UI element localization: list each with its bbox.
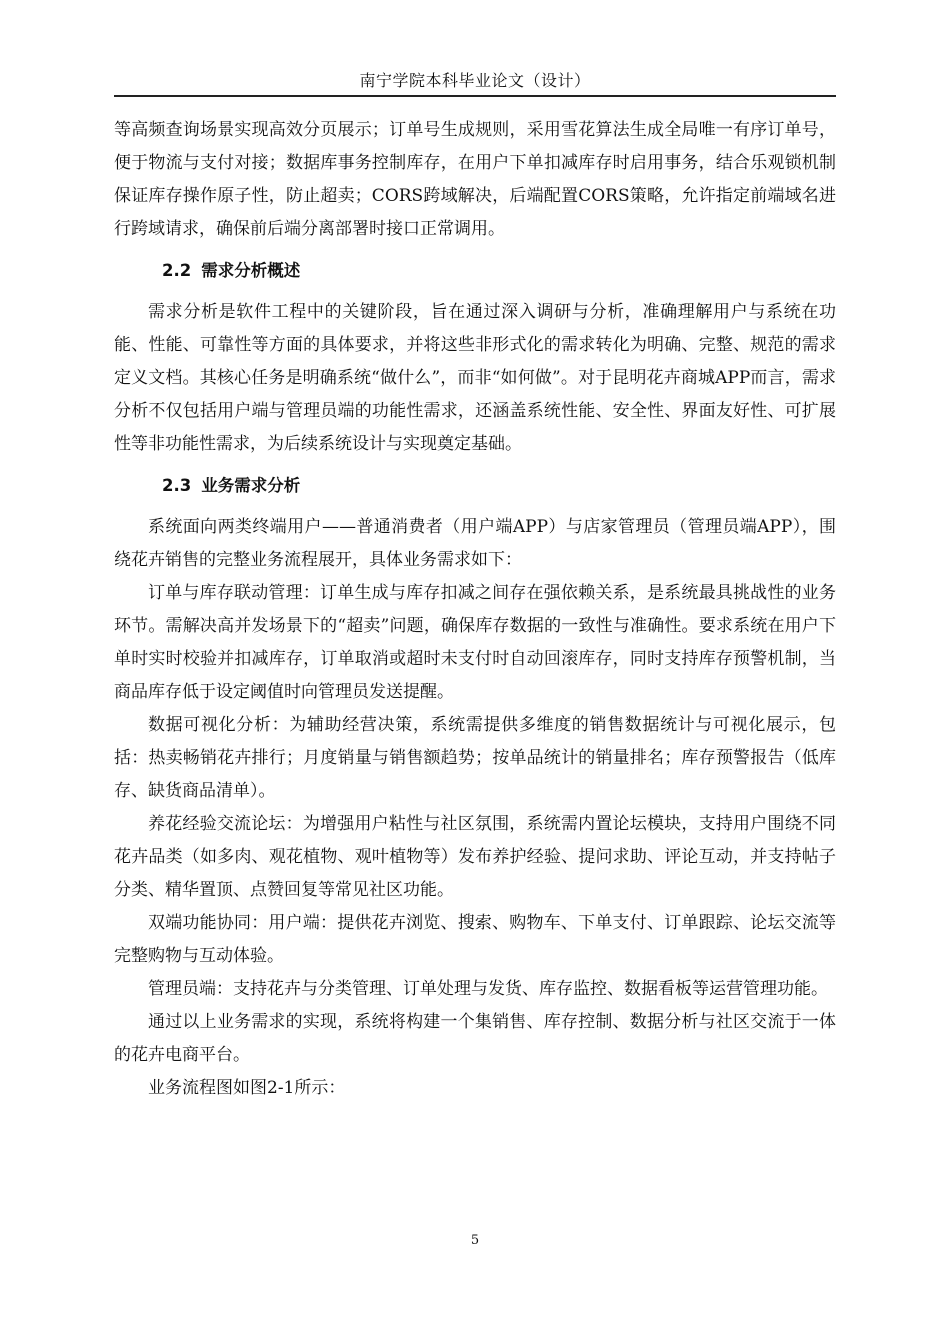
section-number: 2.2 [162, 261, 192, 280]
paragraph-summary: 通过以上业务需求的实现，系统将构建一个集销售、库存控制、数据分析与社区交流于一体的花卉电商平台。 [114, 1012, 836, 1065]
paragraph-requirements-overview: 需求分析是软件工程中的关键阶段，旨在通过深入调研与分析，准确理解用户与系统在功能、性能、可靠性等方面的具体要求，并将这些非形式化的需求转化为明确、完整、规范的需求定义文档。其核心任务是明确系统“做什么”，而非“如何做”。对于昆明花卉商城APP而言，需求分析不仅包括用户端与管理员端的功能性需求，还涵盖系统性能、安全性、界面友好性、可扩展性等非功能性需求，为后续系统设计与实现奠定基础。 [114, 302, 836, 454]
paragraph-user-types: 系统面向两类终端用户——普通消费者（用户端APP）与店家管理员（管理员端APP），围绕花卉销售的完整业务流程展开，具体业务需求如下： [114, 517, 836, 570]
section-title: 业务需求分析 [201, 476, 301, 495]
document-body [114, 114, 836, 1105]
paragraph-dual-client: 双端功能协同：用户端：提供花卉浏览、搜索、购物车、下单支付、订单跟踪、论坛交流等完整购物与互动体验。 [114, 913, 836, 966]
header-divider [114, 95, 836, 97]
paragraph-order-inventory: 订单与库存联动管理：订单生成与库存扣减之间存在强依赖关系，是系统最具挑战性的业务环节。需解决高并发场景下的“超卖”问题，确保库存数据的一致性与准确性。要求系统在用户下单时实时校验并扣减库存，订单取消或超时未支付时自动回滚库存，同时支持库存预警机制，当商品库存低于设定阈值时向管理员发送提醒。 [114, 583, 836, 702]
section-title: 需求分析概述 [201, 261, 301, 280]
paragraph-data-visualization: 数据可视化分析：为辅助经营决策，系统需提供多维度的销售数据统计与可视化展示，包括：热卖畅销花卉排行；月度销量与销售额趋势；按单品统计的销量排名；库存预警报告（低库存、缺货商品清单）。 [114, 715, 836, 801]
paragraph-admin-client: 管理员端：支持花卉与分类管理、订单处理与发货、库存监控、数据看板等运营管理功能。 [148, 979, 828, 999]
paragraph-figure-reference: 业务流程图如图2-1所示： [148, 1078, 346, 1098]
section-heading-2-3 [114, 467, 836, 505]
section-heading-2-2 [114, 252, 836, 290]
section-number: 2.3 [162, 476, 192, 495]
paragraph-forum: 养花经验交流论坛：为增强用户粘性与社区氛围，系统需内置论坛模块，支持用户围绕不同花卉品类（如多肉、观花植物、观叶植物等）发布养护经验、提问求助、评论互动，并支持帖子分类、精华置顶、点赞回复等常见社区功能。 [114, 814, 836, 900]
page-number: 5 [470, 1233, 480, 1248]
page-header-title: 南宁学院本科毕业论文（设计） [359, 71, 591, 90]
paragraph-intro-continued: 等高频查询场景实现高效分页展示；订单号生成规则，采用雪花算法生成全局唯一有序订单号，便于物流与支付对接；数据库事务控制库存，在用户下单扣减库存时启用事务，结合乐观锁机制保证库存操作原子性，防止超卖；CORS跨域解决，后端配置CORS策略，允许指定前端域名进行跨域请求，确保前后端分离部署时接口正常调用。 [114, 120, 836, 239]
